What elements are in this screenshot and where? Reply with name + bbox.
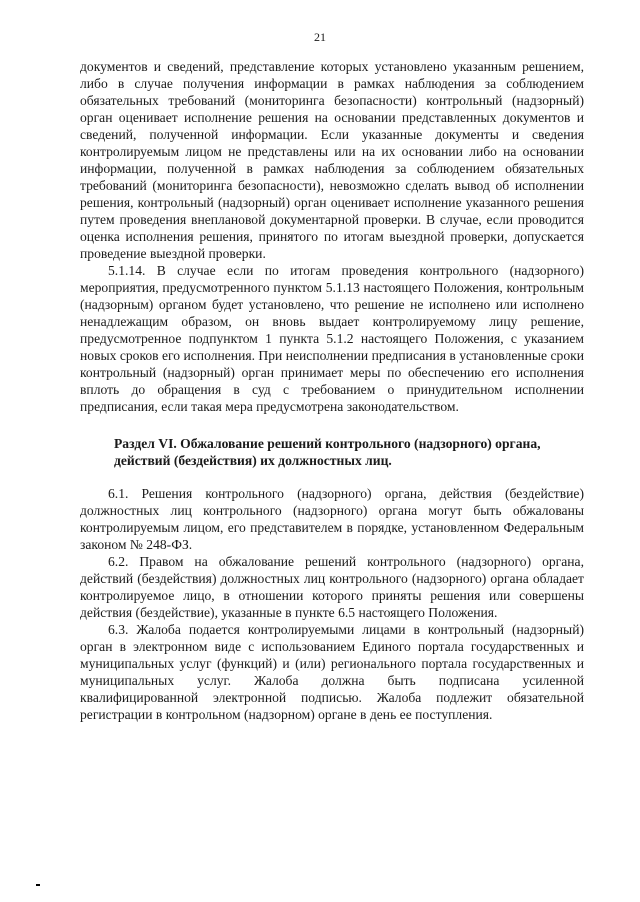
page-number: 21 bbox=[314, 30, 326, 44]
paragraph-6-1: 6.1. Решения контрольного (надзорного) органа, действия (бездействие) должностных лиц контрольного (надзорного) органа могут быть обжалованы контролируемым лицом, его представителем в порядке, установленном Федеральным законом № 248-ФЗ. bbox=[80, 486, 584, 552]
paragraph-5-1-14: 5.1.14. В случае если по итогам проведения контрольного (надзорного) мероприятия, предусмотренного пунктом 5.1.13 настоящего Положения, контрольным (надзорным) органом будет установлено, что решение не исполнено или исполнено ненадлежащим образом, он вновь выдает контролируемому лицу решение, предусмотренное подпунктом 1 пункта 5.1.2 настоящего Положения, с указанием новых сроков его исполнения. При неисполнении предписания в установленные сроки контрольный (надзорный) орган принимает меры по обеспечению его исполнения вплоть до обращения в суд с требованием о принудительном исполнении предписания, если такая мера предусмотрена законодательством. bbox=[80, 263, 584, 414]
margin-mark bbox=[36, 884, 40, 886]
section-heading: Раздел VI. Обжалование решений контрольного (надзорного) органа, действий (бездействия) их должностных лиц. bbox=[114, 436, 541, 468]
paragraph-continuation: документов и сведений, представление которых установлено указанным решением, либо в случае получения информации в рамках наблюдения за соблюдением обязательных требований (мониторинга безопасности) контрольный (надзорный) орган оценивает исполнение решения на основании представленных документов и сведений, полученной информации. Если указанные документы и сведения контролируемым лицом не представлены или на их основании либо на основании информации, полученной в рамках наблюдения за соблюдением обязательных требований (мониторинга безопасности), невозможно сделать вывод об исполнении решения, контрольный (надзорный) орган оценивает исполнение указанного решения путем проведения внеплановой документарной проверки. В случае, если проводится оценка исполнения решения, принятого по итогам выездной проверки, допускается проведение выездной проверки. bbox=[80, 59, 584, 261]
paragraph-6-3: 6.3. Жалоба подается контролируемыми лицами в контрольный (надзорный) орган в электронном виде с использованием Единого портала государственных и муниципальных услуг (функций) и (или) регионального портала государственных и муниципальных услуг. Жалоба должна быть подписана усиленной квалифицированной электронной подписью. Жалоба подлежит обязательной регистрации в контрольном (надзорном) органе в день ее поступления. bbox=[80, 622, 584, 722]
paragraph-6-2: 6.2. Правом на обжалование решений контрольного (надзорного) органа, действий (бездействия) должностных лиц контрольного (надзорного) органа обладает контролируемое лицо, в отношении которого приняты решения или совершены действия (бездействие), указанные в пункте 6.5 настоящего Положения. bbox=[80, 554, 584, 620]
document-body bbox=[80, 58, 584, 723]
